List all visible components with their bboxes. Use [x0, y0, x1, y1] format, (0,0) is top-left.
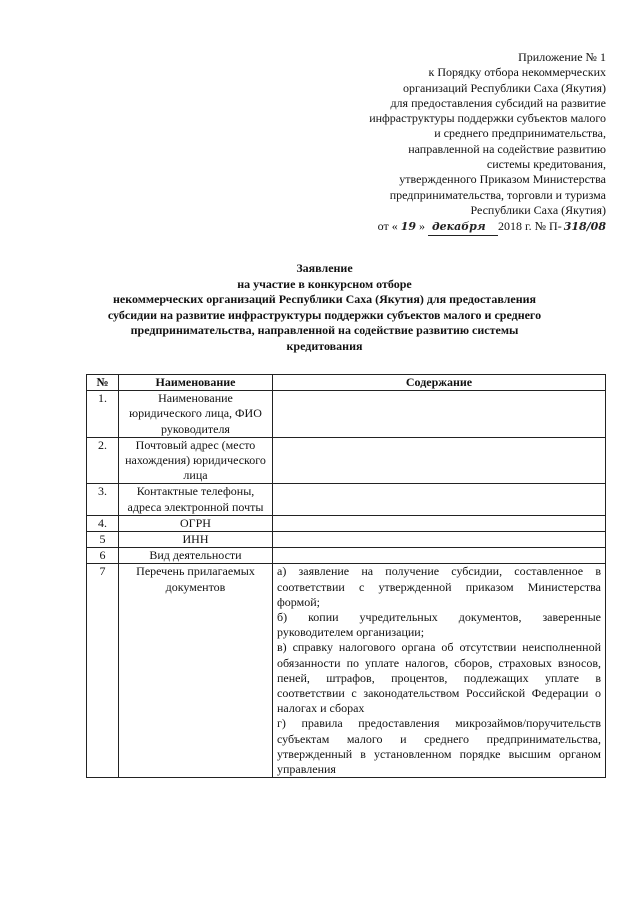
title-line: кредитования	[286, 338, 363, 353]
appendix-line: системы кредитования,	[486, 157, 606, 172]
appendix-line: направленной на содействие развитию	[408, 141, 606, 156]
appendix-block	[276, 50, 606, 236]
appendix-line: инфраструктуры поддержки субъектов малого	[369, 111, 606, 126]
header-content: Содержание	[273, 375, 606, 391]
appendix-line: организаций Республики Саха (Якутия)	[403, 80, 606, 95]
row-content[interactable]	[273, 484, 606, 515]
title-line: Заявление	[296, 261, 353, 275]
row-name: Наименование юридического лица, ФИО руководителя	[119, 391, 273, 438]
order-date-line	[276, 219, 606, 235]
row-name: Перечень прилагаемых документов	[119, 564, 273, 778]
row-number: 3.	[87, 484, 119, 515]
row-name: Почтовый адрес (место нахождения) юридического лица	[119, 437, 273, 484]
row-name: Вид деятельности	[119, 548, 273, 564]
row-number: 2.	[87, 437, 119, 484]
row-number: 4.	[87, 515, 119, 531]
title-line: на участие в конкурсном отборе	[237, 276, 412, 291]
content-item: в) справку налогового органа об отсутствии неисполненной обязанности по уплате налогов, сборов, страховых взносов, пеней, штрафов, процентов, подлежащих уплате в соответствии с законодательством Российской Федерации о налогах и сборах	[277, 640, 601, 716]
content-item: б) копии учредительных документов, заверенные руководителем организации;	[277, 610, 601, 640]
appendix-line: предпринимательства, торговли и туризма	[389, 187, 606, 202]
date-prefix: от «	[377, 219, 398, 234]
table-row	[87, 548, 606, 564]
row-content[interactable]	[273, 391, 606, 438]
content-item: г) правила предоставления микрозаймов/поручительств субъектам малого и среднего предпринимательства, утвержденный в установленном порядке высшим органом управления	[277, 716, 601, 777]
row-content[interactable]	[273, 564, 606, 778]
appendix-line: Приложение № 1	[518, 50, 606, 64]
table-row	[87, 532, 606, 548]
appendix-line: Республики Саха (Якутия)	[470, 202, 606, 217]
title-line: некоммерческих организаций Республики Саха (Якутия) для предоставления	[112, 292, 537, 306]
table-row	[87, 515, 606, 531]
appendix-line: утвержденного Приказом Министерства	[399, 172, 606, 187]
table-row	[87, 437, 606, 484]
handwritten-month: декабря	[428, 219, 498, 235]
date-mid: »	[419, 219, 426, 234]
row-name: ОГРН	[119, 515, 273, 531]
row-number: 6	[87, 548, 119, 564]
table-body	[87, 391, 606, 778]
content-item: а) заявление на получение субсидии, составленное в соответствии с утвержденной приказом Министерства формой;	[277, 564, 601, 609]
row-number: 5	[87, 532, 119, 548]
header-name: Наименование	[119, 375, 273, 391]
appendix-line: к Порядку отбора некоммерческих	[428, 65, 606, 80]
table-row	[87, 484, 606, 515]
table-row	[87, 564, 606, 778]
appendix-line: для предоставления субсидий на развитие	[390, 95, 606, 110]
title-line: субсидии на развитие инфраструктуры поддержки субъектов малого и среднего	[107, 307, 542, 322]
title-line: предпринимательства, направленной на содействие развитию системы	[130, 323, 519, 337]
row-content[interactable]	[273, 532, 606, 548]
row-content[interactable]	[273, 437, 606, 484]
row-name: ИНН	[119, 532, 273, 548]
date-year: 2018 г. № П-	[498, 219, 562, 234]
handwritten-day: 19	[400, 220, 417, 234]
row-number: 7	[87, 564, 119, 778]
header-num: №	[87, 375, 119, 391]
handwritten-order-number: 318/08	[563, 220, 606, 234]
table-row	[87, 391, 606, 438]
row-name: Контактные телефоны, адреса электронной почты	[119, 484, 273, 515]
appendix-line: и среднего предпринимательства,	[434, 126, 606, 141]
application-table	[86, 374, 606, 778]
document-title	[50, 261, 599, 354]
row-number: 1.	[87, 391, 119, 438]
table-header-row	[87, 375, 606, 391]
row-content[interactable]	[273, 515, 606, 531]
row-content[interactable]	[273, 548, 606, 564]
